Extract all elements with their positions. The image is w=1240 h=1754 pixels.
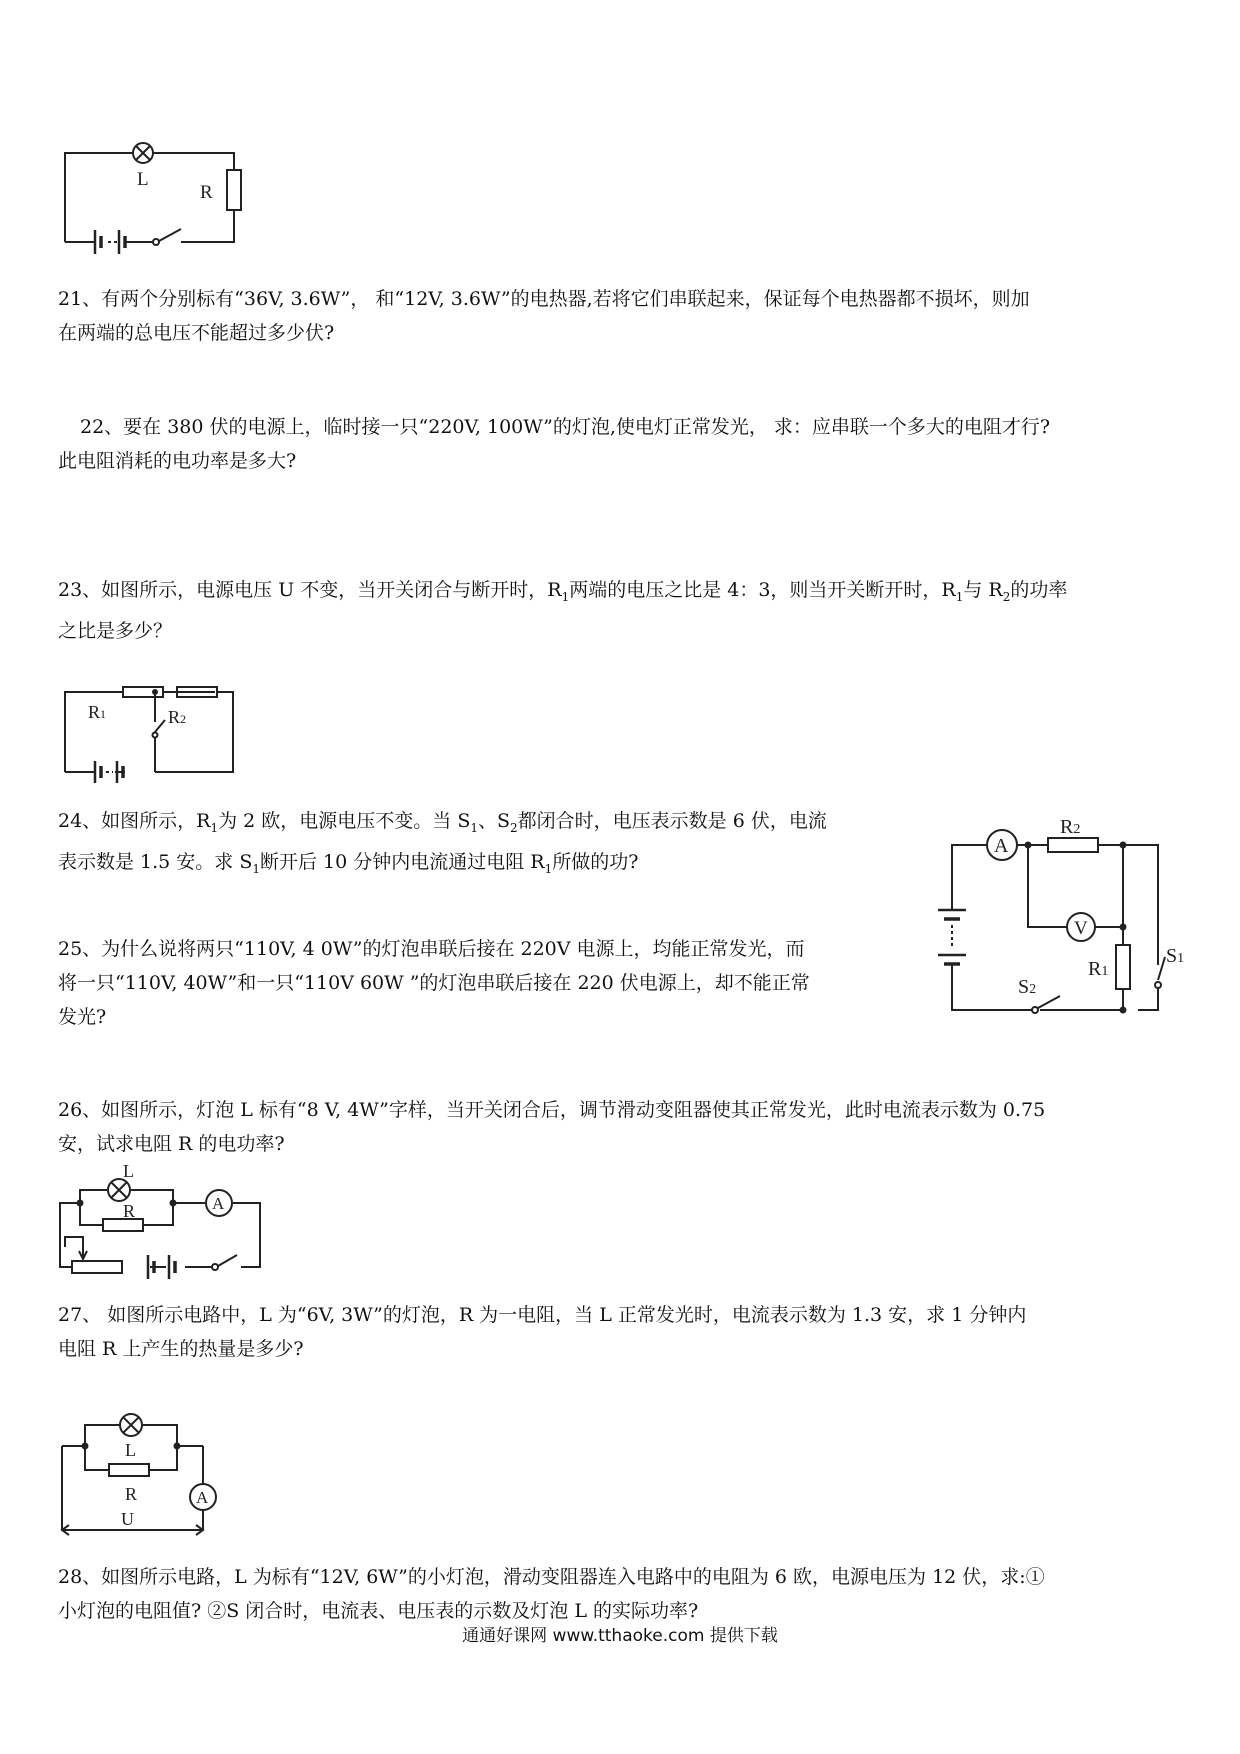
question-26-line-2: 安，试求电阻 R 的电功率? xyxy=(58,1133,285,1155)
question-21 xyxy=(58,282,1030,350)
question-23-line-2: 之比是多少？ xyxy=(58,619,173,642)
circuit-figure-r1-r2-switch xyxy=(55,680,245,790)
resistor-label: R xyxy=(200,182,213,203)
question-25 xyxy=(58,932,810,1034)
voltmeter-label: V xyxy=(1074,918,1088,939)
question-28-line-1: 28、如图所示电路，L 为标有“12V, 6W”的小灯泡，滑动变阻器连入电路中的电阻为 6 欧，电源电压为 12 伏，求:① xyxy=(58,1566,1045,1588)
s1-label: S1 xyxy=(1166,945,1185,967)
question-25-line-1: 25、为什么说将两只“110V, 4 0W”的灯泡串联后接在 220V 电源上，均能正常发光，而 xyxy=(58,938,805,960)
question-27-line-2: 电阻 R 上产生的热量是多少? xyxy=(58,1338,304,1360)
question-23 xyxy=(58,573,1067,648)
lamp-label: L xyxy=(123,1161,134,1181)
question-25-line-3: 发光? xyxy=(58,1006,107,1028)
question-26 xyxy=(58,1093,1045,1161)
question-28 xyxy=(58,1560,1045,1628)
resistor-label: R xyxy=(123,1201,136,1221)
s2-label: S2 xyxy=(1018,976,1037,998)
r1-label: R1 xyxy=(1088,958,1109,980)
question-24-line-2: 表示数是 1.5 安。求 $S_1$断开后 10 分钟内电流通过电阻 $R_1$所做的功? xyxy=(58,850,639,876)
r2-label: R2 xyxy=(1060,816,1081,838)
circuit-figure-lamp-resistor xyxy=(55,130,245,260)
ammeter-label: A xyxy=(196,1488,209,1507)
question-22-line-2: 此电阻消耗的电功率是多大? xyxy=(58,450,297,472)
ammeter-label: A xyxy=(994,835,1009,857)
question-26-line-1: 26、如图所示，灯泡 L 标有“8 V, 4W”字样，当开关闭合后，调节滑动变阻器使其正常发光，此时电流表示数为 0.75 xyxy=(58,1099,1046,1121)
circuit-figure-ammeter-voltmeter xyxy=(920,816,1190,1025)
lamp-label: L xyxy=(137,169,149,190)
page-footer: 通通好课网 www.tthaoke.com 提供下载 xyxy=(462,1626,778,1646)
question-27 xyxy=(58,1298,1026,1366)
ammeter-label: A xyxy=(212,1194,225,1213)
question-22 xyxy=(58,410,1050,478)
question-25-line-2: 将一只“110V, 40W”和一只“110V 60W ”的灯泡串联后接在 220 伏电源上，却不能正常 xyxy=(58,972,810,994)
question-24-line-1: 24、如图所示，$R_1$为 2 欧，电源电压不变。当 $S_1$、$S_2$都闭合时，电压表示数是 6 伏，电流 xyxy=(58,810,827,835)
resistor-label: R xyxy=(125,1484,138,1504)
lamp-label: L xyxy=(125,1440,136,1460)
circuit-figure-parallel-lamp-resistor xyxy=(55,1400,255,1540)
circuit-figure-rheostat xyxy=(55,1161,275,1275)
question-21-line-1: 21、有两个分别标有“36V, 3.6W”， 和“12V, 3.6W”的电热器,若将它们串联起来，保证每个电热器都不损坏，则加 xyxy=(58,288,1030,310)
voltage-label: U xyxy=(121,1509,134,1529)
question-24 xyxy=(58,804,827,886)
r2-label: R2 xyxy=(168,707,187,727)
question-21-line-2: 在两端的总电压不能超过多少伏? xyxy=(58,322,335,344)
question-28-line-2: 小灯泡的电阻值? ②S 闭合时，电流表、电压表的示数及灯泡 L 的实际功率? xyxy=(58,1600,699,1622)
question-27-line-1: 27、 如图所示电路中，L 为“6V, 3W”的灯泡，R 为一电阻，当 L 正常发光时，电流表示数为 1.3 安，求 1 分钟内 xyxy=(58,1304,1027,1326)
r1-label: R1 xyxy=(88,702,107,722)
question-22-line-1: 22、要在 380 伏的电源上，临时接一只“220V, 100W”的灯泡,使电灯正常发光， 求：应串联一个多大的电阻才行? xyxy=(80,416,1051,438)
question-23-line-1: 23、如图所示，电源电压 U 不变，当开关闭合与断开时，$R_1$两端的电压之比是 4：3，则当开关断开时，$R_1$与 $R_2$的功率 xyxy=(58,579,1068,604)
